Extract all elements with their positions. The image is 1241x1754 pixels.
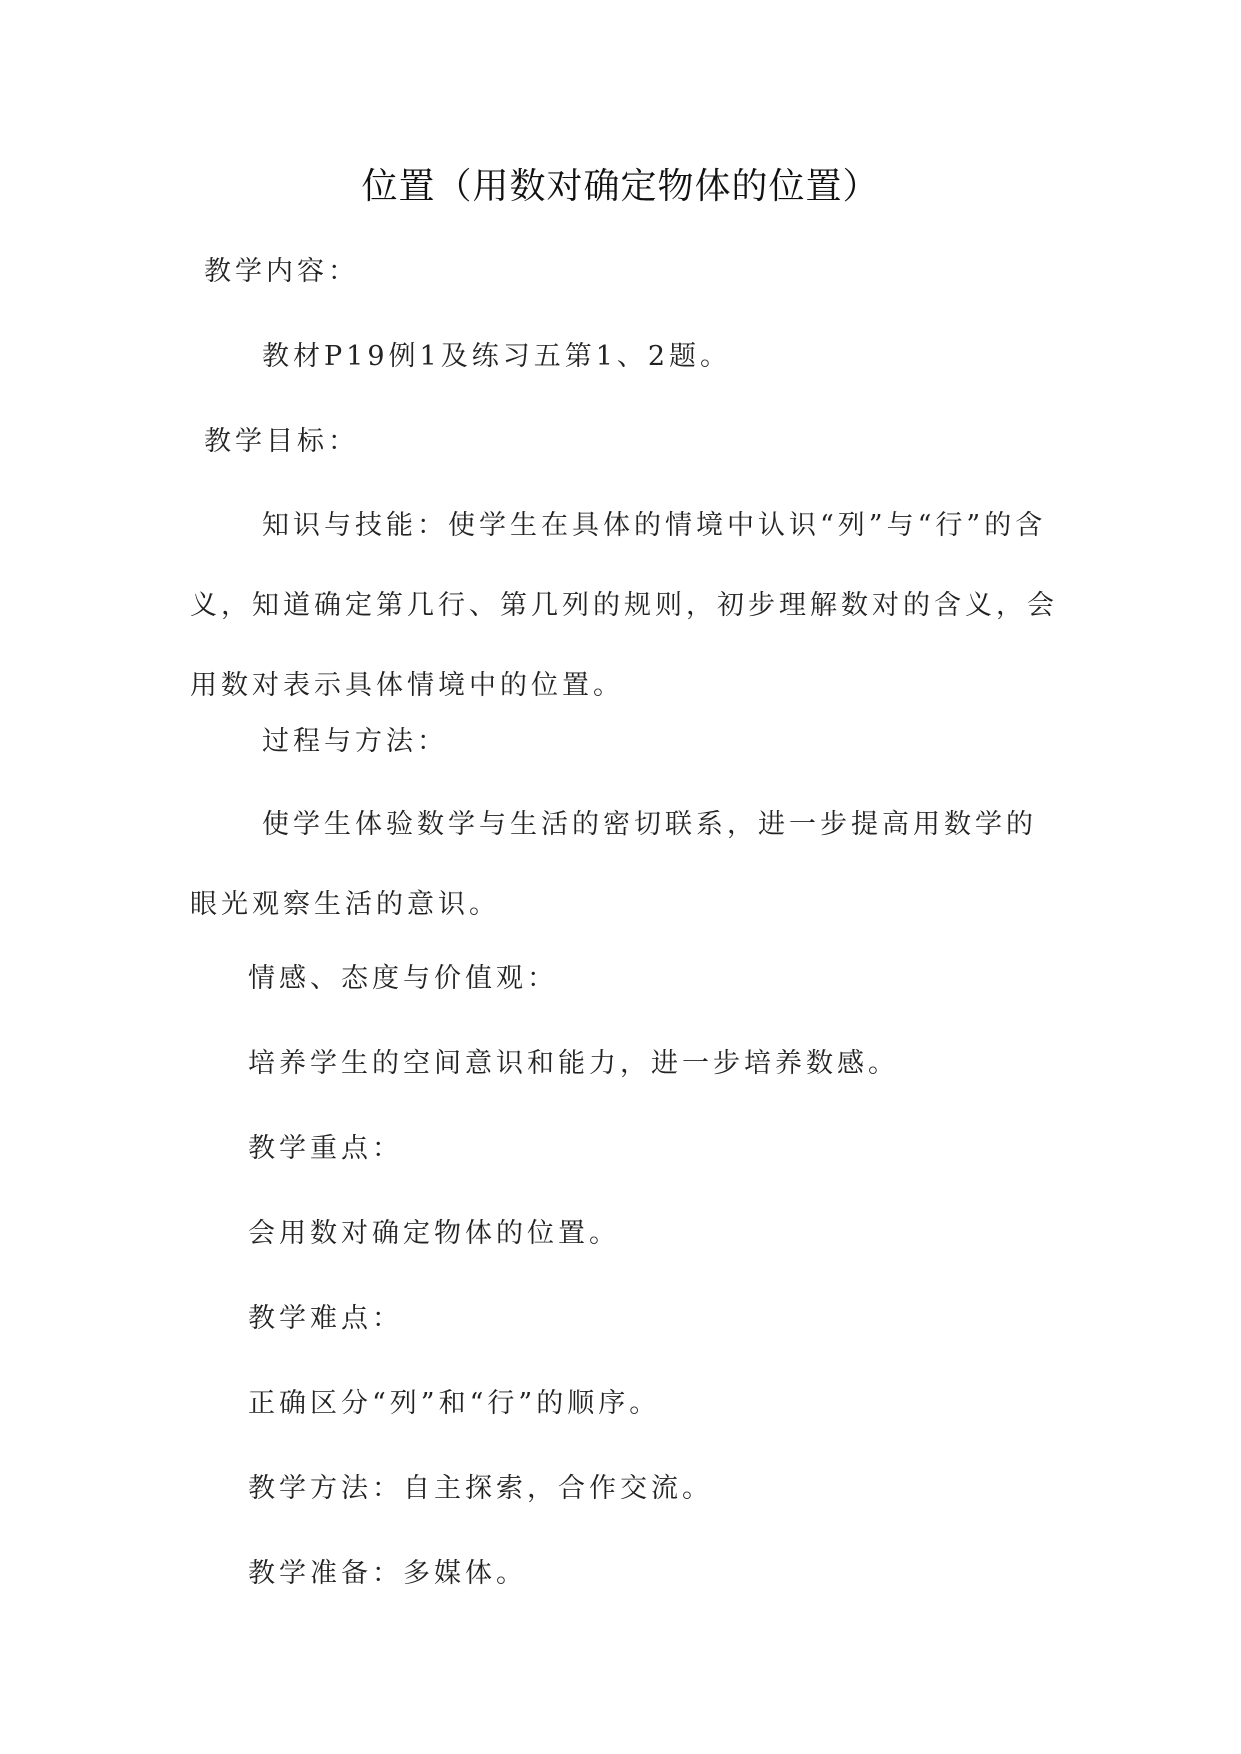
emotion-heading: 情感、态度与价值观： bbox=[248, 963, 558, 994]
teaching-method: 教学方法：自主探索，合作交流。 bbox=[248, 1473, 713, 1504]
emotion-text: 培养学生的空间意识和能力，进一步培养数感。 bbox=[248, 1048, 899, 1079]
difficulty-text: 正确区分“列”和“行”的顺序。 bbox=[248, 1388, 661, 1419]
teaching-preparation: 教学准备：多媒体。 bbox=[248, 1558, 527, 1589]
content-heading: 教学内容： bbox=[204, 256, 359, 287]
process-paragraph: 使学生体验数学与生活的密切联系，进一步提高用数学的眼光观察生活的意识。 bbox=[190, 809, 1037, 920]
difficulty-heading: 教学难点： bbox=[248, 1303, 403, 1334]
key-point-text: 会用数对确定物体的位置。 bbox=[248, 1218, 620, 1249]
process-heading: 过程与方法： bbox=[262, 726, 448, 757]
knowledge-paragraph: 知识与技能：使学生在具体的情境中认识“列”与“行”的含义，知道确定第几行、第几列的规则，初步理解数对的含义，会用数对表示具体情境中的位置。 bbox=[190, 510, 1058, 701]
key-point-heading: 教学重点： bbox=[248, 1133, 403, 1164]
goals-heading: 教学目标： bbox=[204, 426, 359, 457]
content-text: 教材P19例1及练习五第1、2题。 bbox=[262, 341, 732, 372]
document-title: 位置（用数对确定物体的位置） bbox=[361, 166, 880, 207]
